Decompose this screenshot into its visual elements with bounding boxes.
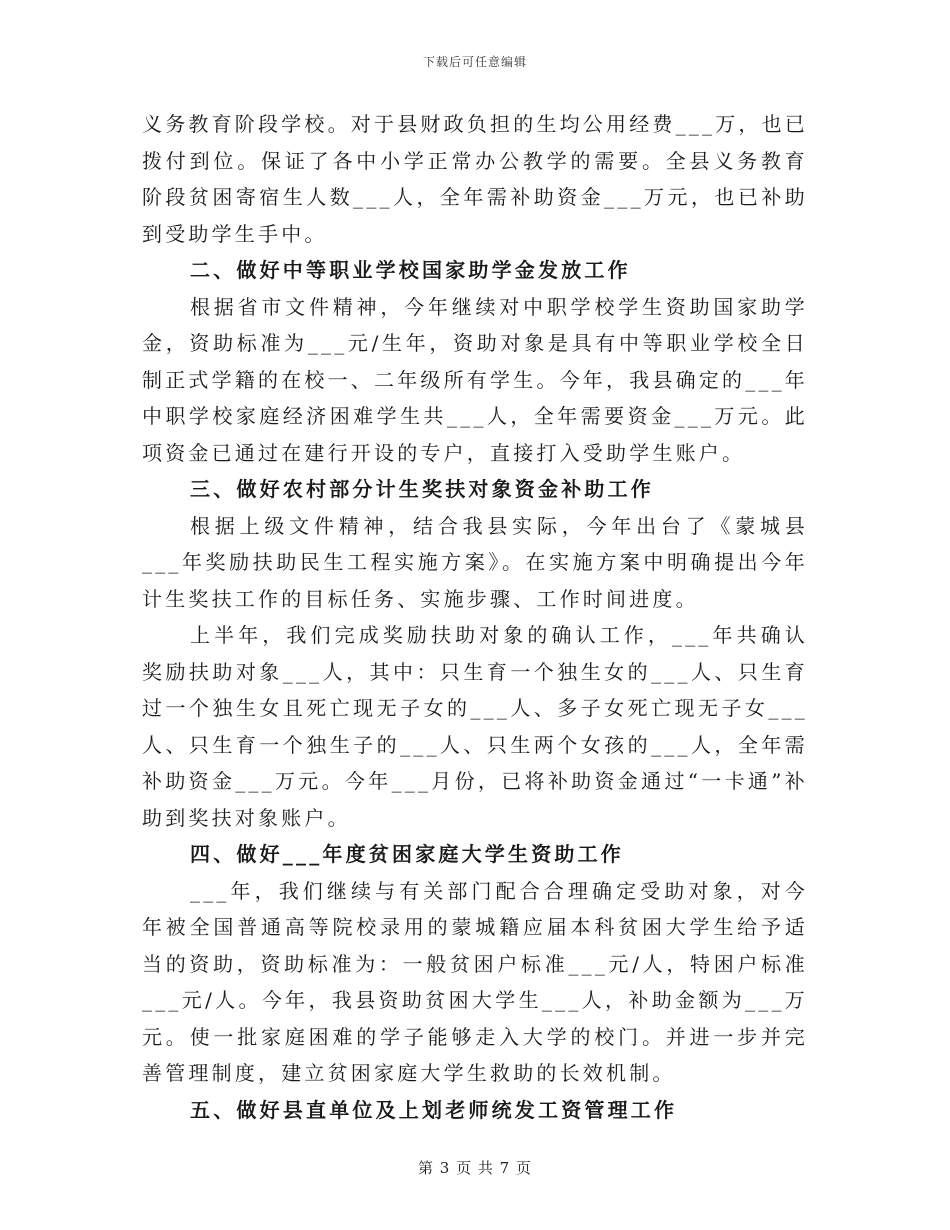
page-header: 下载后可任意编辑 [422, 55, 527, 69]
paragraph-vocational-aid: 根据省市文件精神，今年继续对中职学校学生资助国家助学金，资助标准为___元/生年，资助对象是具有中等职业学校全日制正式学籍的在校一、二年级所有学生。今年，我县确定的___年中职学校家庭经济困难学生共___人，全年需要资金___万元。此项资金已通过在建行开设的专户，直接打入受助学生账户。 [142, 294, 808, 465]
paragraph-rural-reward-plan: 根据上级文件精神，结合我县实际，今年出台了《蒙城县___年奖励扶助民生工程实施方案》。在实施方案中明确提出今年计生奖扶工作的目标任务、实施步骤、工作时间进度。 [142, 513, 808, 611]
section-heading-4: 四、做好___年度贫困家庭大学生资助工作 [190, 842, 624, 866]
page-number-footer: 第 3 页 共 7 页 [418, 1159, 532, 1177]
section-heading-3: 三、做好农村部分计生奖扶对象资金补助工作 [190, 477, 654, 501]
paragraph-reward-confirmation: 上半年，我们完成奖励扶助对象的确认工作，___年共确认奖励扶助对象___人，其中：只生育一个独生女的___人、只生育过一个独生女且死亡现无子女的___人、多子女死亡现无子女___人、只生育一个独生子的___人、只生两个女孩的___人，全年需补助资金___万元。今年___月份，已将补助资金通过“一卡通”补助到奖扶对象账户。 [142, 623, 808, 830]
document-body [142, 106, 808, 1128]
section-heading-2: 二、做好中等职业学校国家助学金发放工作 [190, 258, 631, 282]
section-heading-5: 五、做好县直单位及上划老师统发工资管理工作 [190, 1097, 678, 1122]
paragraph-college-aid: ___年，我们继续与有关部门配合合理确定受助对象，对今年被全国普通高等院校录用的蒙城籍应届本科贫困大学生给予适当的资助，资助标准为：一般贫困户标准___元/人，特困户标准___元/人。今年，我县资助贫困大学生___人，补助金额为___万元。使一批家庭困难的学子能够走入大学的校门。并进一步并完善管理制度，建立贫困家庭大学生救助的长效机制。 [142, 878, 808, 1085]
paragraph-continuation: 义务教育阶段学校。对于县财政负担的生均公用经费___万，也已拨付到位。保证了各中小学正常办公教学的需要。全县义务教育阶段贫困寄宿生人数___人，全年需补助资金___万元，也已补助到受助学生手中。 [142, 112, 808, 246]
